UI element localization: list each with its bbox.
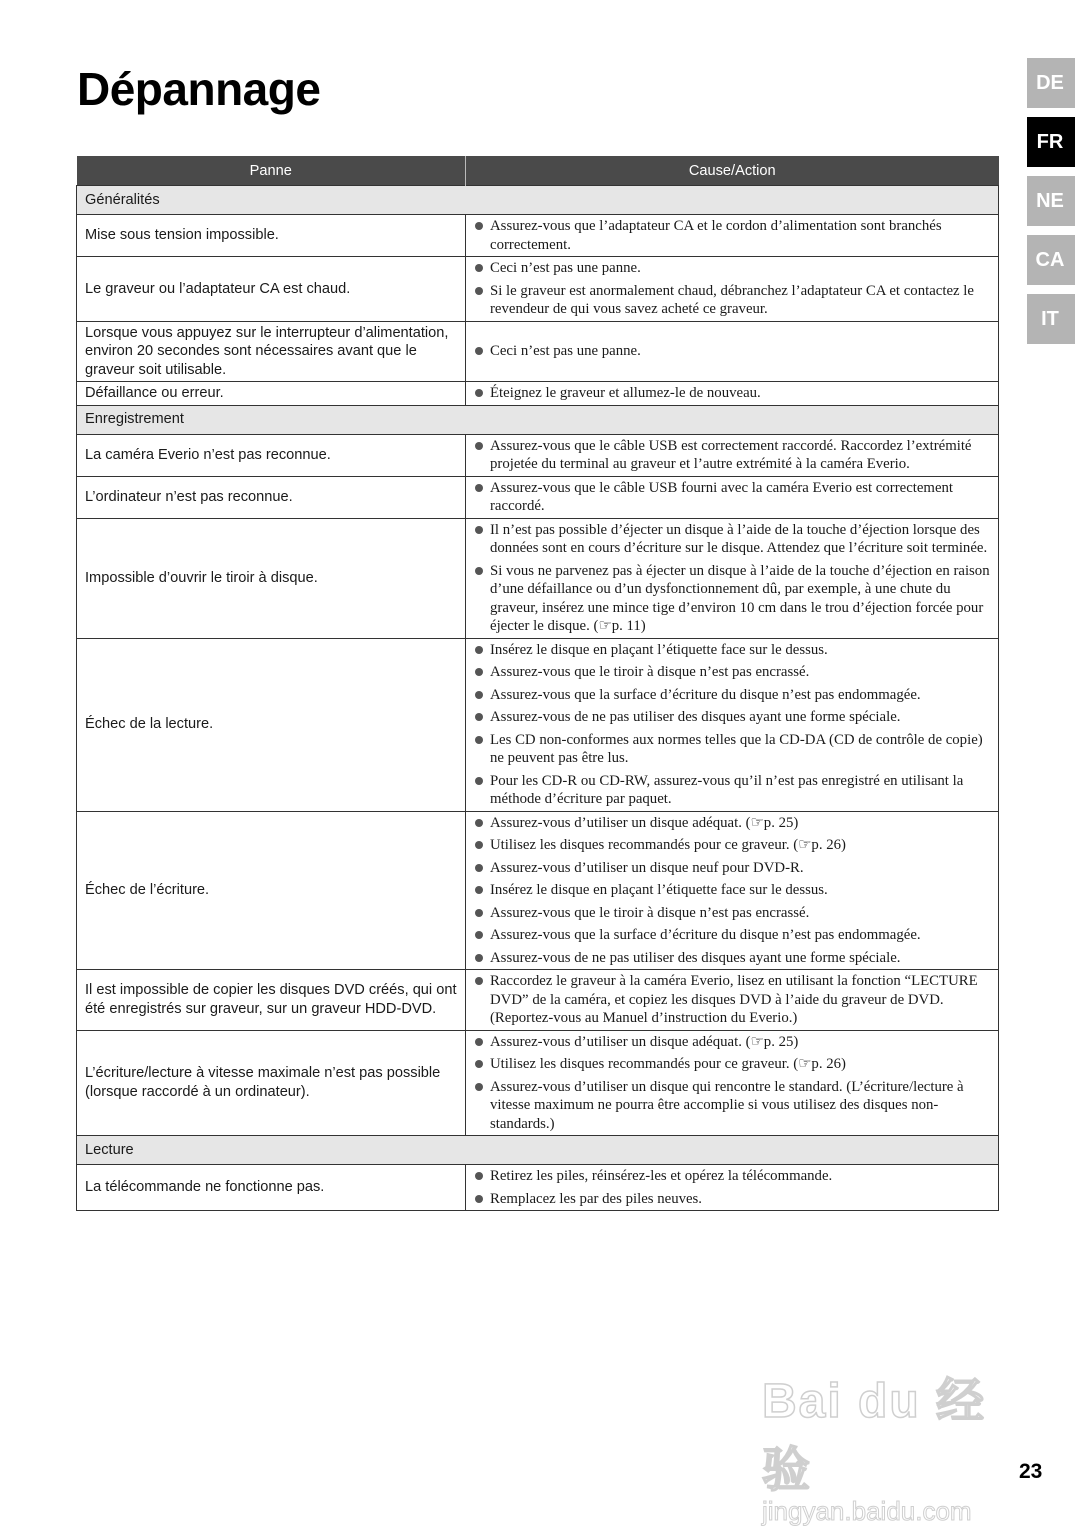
action-list <box>474 521 990 636</box>
action-item: Assurez-vous que la surface d’écriture du disque n’est pas endommagée. <box>474 686 990 705</box>
baidu-watermark <box>762 1362 1012 1526</box>
action-item: Assurez-vous de ne pas utiliser des disques ayant une forme spéciale. <box>474 949 990 968</box>
column-header-panne: Panne <box>77 156 466 186</box>
lang-tab-fr[interactable]: FR <box>1027 117 1075 167</box>
action-item: Insérez le disque en plaçant l’étiquette face sur le dessus. <box>474 641 990 660</box>
action-cell <box>466 321 999 382</box>
action-item: Insérez le disque en plaçant l’étiquette face sur le dessus. <box>474 881 990 900</box>
action-cell <box>466 638 999 811</box>
action-cell <box>466 215 999 257</box>
lang-tab-ne[interactable]: NE <box>1027 176 1075 226</box>
section-title: Enregistrement <box>77 405 999 434</box>
problem-cell: Impossible d’ouvrir le tiroir à disque. <box>77 518 466 638</box>
action-list <box>474 814 990 968</box>
problem-cell: Le graveur ou l’adaptateur CA est chaud. <box>77 257 466 322</box>
action-item: Assurez-vous d’utiliser un disque adéquat. (☞p. 25) <box>474 814 990 833</box>
action-cell <box>466 811 999 970</box>
action-item: Assurez-vous que le tiroir à disque n’est pas encrassé. <box>474 663 990 682</box>
page-number: 23 <box>1019 1460 1043 1483</box>
language-tabs <box>1027 58 1075 353</box>
action-item: Assurez-vous d’utiliser un disque neuf pour DVD-R. <box>474 859 990 878</box>
table-row <box>77 434 999 476</box>
action-list <box>474 259 990 319</box>
section-row <box>77 1136 999 1165</box>
action-item: Assurez-vous que le câble USB fourni avec la caméra Everio est correctement raccordé. <box>474 479 990 516</box>
action-list <box>474 437 990 474</box>
action-list <box>474 342 990 361</box>
table-row <box>77 1165 999 1211</box>
action-list <box>474 1033 990 1134</box>
table-row <box>77 811 999 970</box>
action-item: Assurez-vous que le tiroir à disque n’est pas encrassé. <box>474 904 990 923</box>
table-row <box>77 518 999 638</box>
lang-tab-ca[interactable]: CA <box>1027 235 1075 285</box>
problem-cell: Échec de la lecture. <box>77 638 466 811</box>
action-item: Raccordez le graveur à la caméra Everio, lisez en utilisant la fonction “LECTURE DVD” de la caméra, et copiez les disques DVD à l’aide du graveur de DVD. (Reportez-vous au Manuel d’instruction du Everio.) <box>474 972 990 1028</box>
table-row <box>77 257 999 322</box>
table-body <box>77 186 999 1211</box>
section-title: Lecture <box>77 1136 999 1165</box>
action-cell <box>466 970 999 1031</box>
table-row <box>77 321 999 382</box>
table-row <box>77 476 999 518</box>
action-list <box>474 479 990 516</box>
table-row <box>77 215 999 257</box>
column-header-cause: Cause/Action <box>466 156 999 186</box>
problem-cell: L’ordinateur n’est pas reconnue. <box>77 476 466 518</box>
action-cell <box>466 518 999 638</box>
action-cell <box>466 1030 999 1136</box>
table-row <box>77 970 999 1031</box>
action-cell <box>466 1165 999 1211</box>
action-item: Les CD non-conformes aux normes telles que la CD-DA (CD de contrôle de copie) ne peuvent pas être lus. <box>474 731 990 768</box>
action-item: Éteignez le graveur et allumez-le de nouveau. <box>474 384 990 403</box>
section-row <box>77 186 999 215</box>
page-title: Dépannage <box>77 63 321 115</box>
problem-cell: Échec de l’écriture. <box>77 811 466 970</box>
table-row <box>77 638 999 811</box>
section-row <box>77 405 999 434</box>
action-item: Remplacez les par des piles neuves. <box>474 1190 990 1209</box>
action-list <box>474 972 990 1028</box>
action-item: Assurez-vous que la surface d’écriture du disque n’est pas endommagée. <box>474 926 990 945</box>
action-item: Assurez-vous que le câble USB est correctement raccordé. Raccordez l’extrémité projetée du terminal au graveur et l’autre extrémité à la caméra Everio. <box>474 437 990 474</box>
action-item: Assurez-vous de ne pas utiliser des disques ayant une forme spéciale. <box>474 708 990 727</box>
table-row <box>77 382 999 406</box>
action-list <box>474 1167 990 1208</box>
table-header-row <box>77 156 999 186</box>
action-item: Il n’est pas possible d’éjecter un disque à l’aide de la touche d’éjection lorsque des données sont en cours d’écriture sur le disque. Attendez que l’écriture soit terminée. <box>474 521 990 558</box>
action-cell <box>466 382 999 406</box>
action-cell <box>466 434 999 476</box>
problem-cell: Mise sous tension impossible. <box>77 215 466 257</box>
action-item: Utilisez les disques recommandés pour ce graveur. (☞p. 26) <box>474 1055 990 1074</box>
action-list <box>474 384 990 403</box>
action-item: Pour les CD-R ou CD-RW, assurez-vous qu’il n’est pas enregistré en utilisant la méthode d’écriture par paquet. <box>474 772 990 809</box>
lang-tab-de[interactable]: DE <box>1027 58 1075 108</box>
lang-tab-it[interactable]: IT <box>1027 294 1075 344</box>
watermark-logo: Bai du 经验 <box>762 1375 987 1497</box>
problem-cell: La télécommande ne fonctionne pas. <box>77 1165 466 1211</box>
table-row <box>77 1030 999 1136</box>
problem-cell: Lorsque vous appuyez sur le interrupteur d’alimentation, environ 20 secondes sont nécessaires avant que le graveur soit utilisable. <box>77 321 466 382</box>
action-item: Assurez-vous d’utiliser un disque adéquat. (☞p. 25) <box>474 1033 990 1052</box>
action-item: Si le graveur est anormalement chaud, débranchez l’adaptateur CA et contactez le revendeur de qui vous savez acheté ce graveur. <box>474 282 990 319</box>
watermark-url: jingyan.baidu.com <box>762 1496 972 1526</box>
action-list <box>474 217 990 254</box>
problem-cell: La caméra Everio n’est pas reconnue. <box>77 434 466 476</box>
action-item: Ceci n’est pas une panne. <box>474 342 990 361</box>
action-item: Si vous ne parvenez pas à éjecter un disque à l’aide de la touche d’éjection en raison d’une défaillance ou d’un dysfonctionnement dû, par exemple, à une chute du graveur, insérez une mince tige d’environ 10 cm dans le trou d’éjection forcée pour éjecter le disque. (☞p. 11) <box>474 562 990 636</box>
action-item: Assurez-vous que l’adaptateur CA et le cordon d’alimentation sont branchés correctement. <box>474 217 990 254</box>
problem-cell: Il est impossible de copier les disques DVD créés, qui ont été enregistrés sur graveur, sur un graveur HDD-DVD. <box>77 970 466 1031</box>
problem-cell: Défaillance ou erreur. <box>77 382 466 406</box>
action-item: Retirez les piles, réinsérez-les et opérez la télécommande. <box>474 1167 990 1186</box>
action-item: Utilisez les disques recommandés pour ce graveur. (☞p. 26) <box>474 836 990 855</box>
action-list <box>474 641 990 809</box>
section-title: Généralités <box>77 186 999 215</box>
action-cell <box>466 257 999 322</box>
action-item: Assurez-vous d’utiliser un disque qui rencontre le standard. (L’écriture/lecture à vitesse maximum ne pourra être accomplie si vous utilisez des disques non-standards.) <box>474 1078 990 1134</box>
problem-cell: L’écriture/lecture à vitesse maximale n’est pas possible (lorsque raccordé à un ordinateur). <box>77 1030 466 1136</box>
action-item: Ceci n’est pas une panne. <box>474 259 990 278</box>
action-cell <box>466 476 999 518</box>
troubleshooting-table <box>76 156 999 1211</box>
